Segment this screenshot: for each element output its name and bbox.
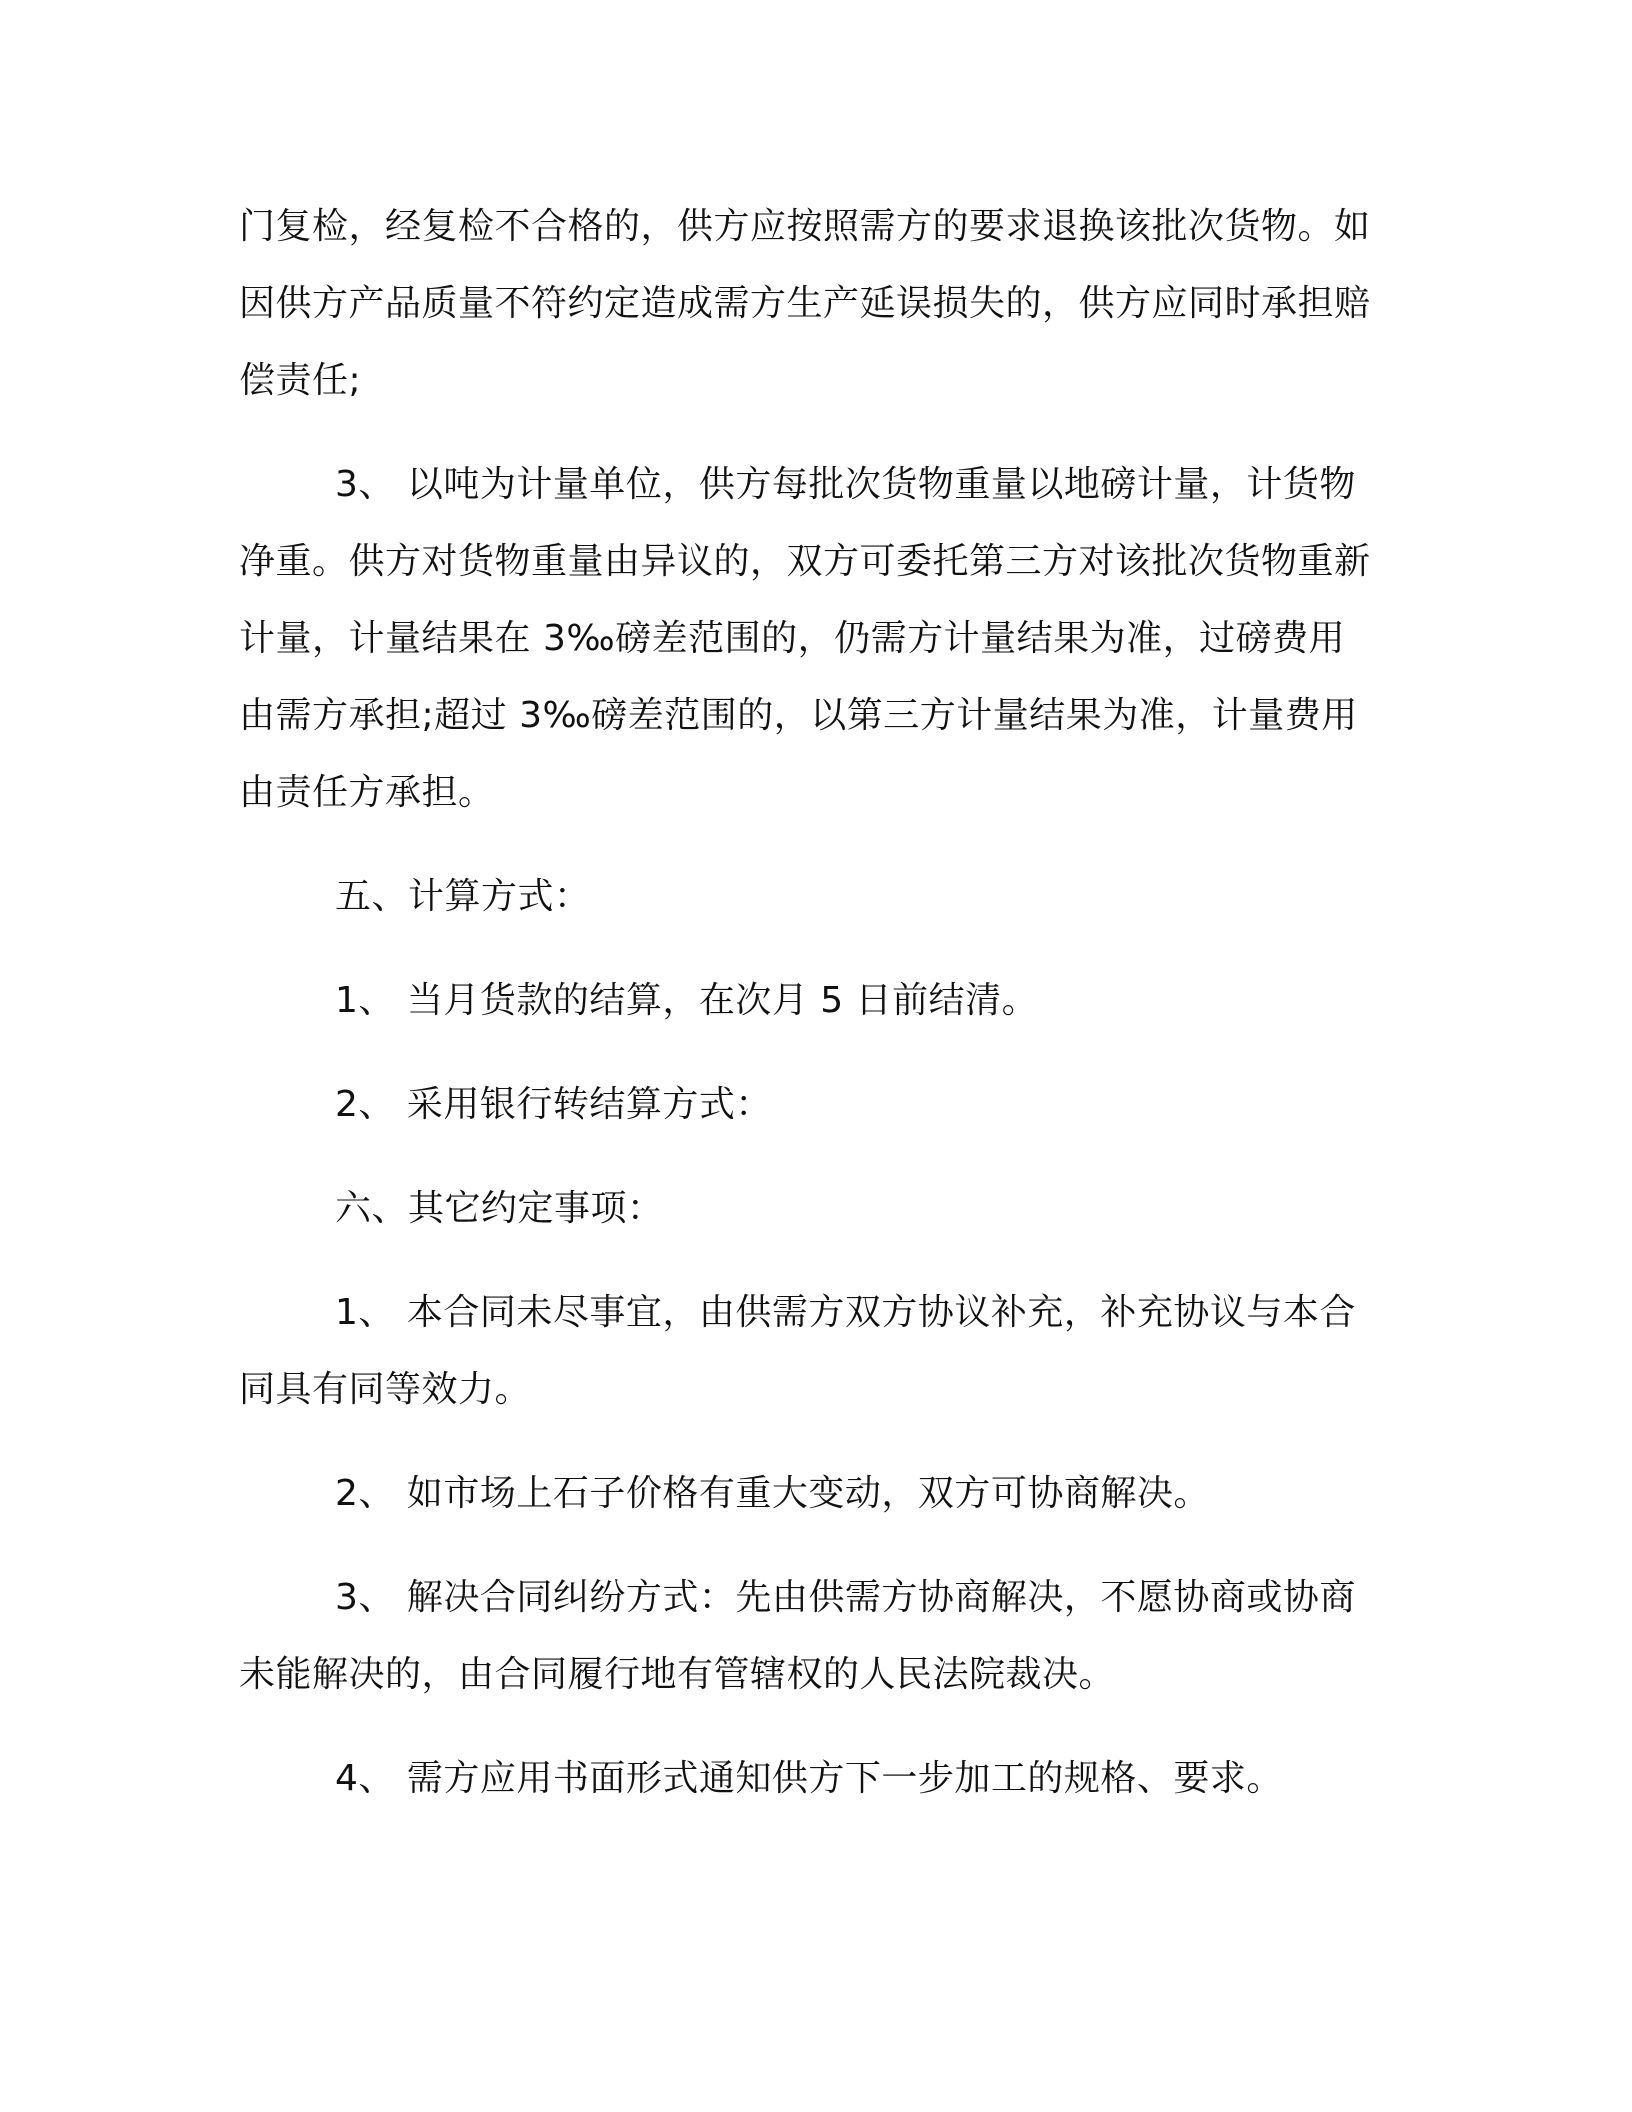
section-heading-calculation: 五、计算方式： [335,876,591,917]
paragraph-weight-measurement: 3、 以吨为计量单位，供方每批次货物重量以地磅计量，计货物净重。供方对货物重量由异议的，双方可委托第三方对该批次货物重新计量，计量结果在 3‰磅差范围的，仍需方计量结果为准，过磅费用由需方承担;超过 3‰磅差范围的，以第三方计量结果为准，计量费用由责任方承担。 [239,464,1371,813]
paragraph-supplementary-agreement: 1、 本合同未尽事宜，由供需方双方协议补充，补充协议与本合同具有同等效力。 [239,1292,1356,1410]
paragraph-bank-transfer: 2、 采用银行转结算方式： [335,1084,772,1125]
paragraph-dispute-resolution: 3、 解决合同纠纷方式：先由供需方协商解决，不愿协商或协商未能解决的，由合同履行地有管辖权的人民法院裁决。 [239,1577,1356,1695]
paragraph-quality-recheck: 门复检，经复检不合格的，供方应按照需方的要求退换该批次货物。如因供方产品质量不符约定造成需方生产延误损失的，供方应同时承担赔偿责任; [239,206,1371,401]
paragraph-written-notice: 4、 需方应用书面形式通知供方下一步加工的规格、要求。 [335,1758,1283,1799]
paragraph-price-change: 2、 如市场上石子价格有重大变动，双方可协商解决。 [335,1473,1210,1514]
section-heading-other-terms: 六、其它约定事项： [335,1188,664,1229]
paragraph-monthly-settlement: 1、 当月货款的结算，在次月 5 日前结清。 [335,980,1039,1021]
document-body [239,188,1379,1817]
